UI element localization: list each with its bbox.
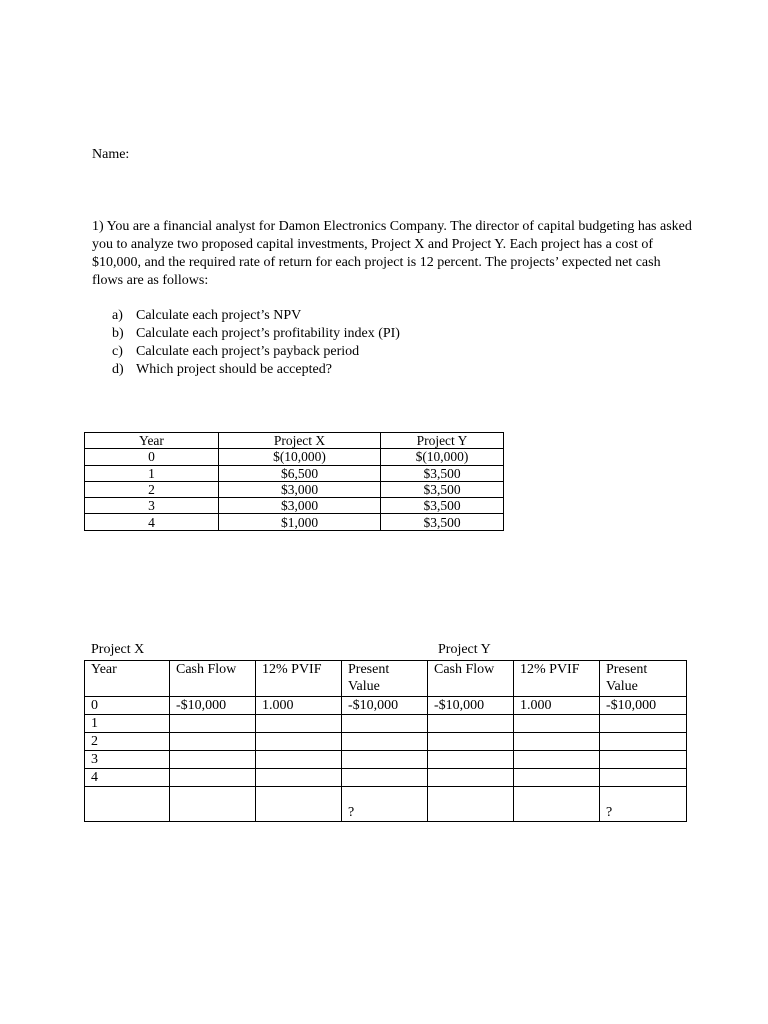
project-y-label: Project Y (438, 642, 491, 657)
cell-year: 0 (85, 449, 219, 465)
subquestion-list (112, 307, 400, 379)
cell-pvif-x (256, 715, 342, 733)
cell-present-value-x (342, 751, 428, 769)
table-total-row (85, 787, 687, 822)
cell-year: 3 (85, 498, 219, 514)
cell-cash-flow-x (170, 751, 256, 769)
table-header-row (85, 433, 504, 449)
cell-cash-flow-y (428, 733, 514, 751)
cell-cash-flow-x: -$10,000 (170, 697, 256, 715)
cell-year: 4 (85, 514, 219, 530)
header-pvif-y: 12% PVIF (514, 661, 600, 697)
present-value-table (84, 660, 687, 822)
header-present-value-x-line1: Present (348, 662, 390, 677)
question-text: 1) You are a financial analyst for Damon Electronics Company. The director of capital budgeting has asked you to analyze two proposed capital investments, Project X and Project Y. Each project has a cost of $10,000, and the required rate of return for each project is 12 percent. The projects’ expected net cash flows are as follows: (92, 219, 692, 288)
cell-cash-flow-y: -$10,000 (428, 697, 514, 715)
table-row (85, 697, 687, 715)
cell-pvif-y: 1.000 (514, 697, 600, 715)
cell-total-present-value-x: ? (342, 787, 428, 822)
cell-pvif-y (514, 769, 600, 787)
subquestion-text: Which project should be accepted? (136, 362, 332, 377)
cell-cash-flow-y (428, 751, 514, 769)
cell-project-x: $(10,000) (219, 449, 381, 465)
header-year: Year (85, 433, 219, 449)
header-cash-flow-x: Cash Flow (170, 661, 256, 697)
cell-year: 0 (85, 697, 170, 715)
cell-present-value-x (342, 769, 428, 787)
cell-total-year (85, 787, 170, 822)
cell-cash-flow-y (428, 715, 514, 733)
cell-cash-flow-x (170, 769, 256, 787)
cell-present-value-y (600, 769, 687, 787)
subquestion-text: Calculate each project’s payback period (136, 344, 360, 359)
cell-project-x: $3,000 (219, 481, 381, 497)
cell-project-x: $6,500 (219, 465, 381, 481)
cell-cash-flow-x (170, 715, 256, 733)
table-row (85, 514, 504, 530)
cell-project-x: $3,000 (219, 498, 381, 514)
header-project-y: Project Y (381, 433, 504, 449)
subquestion-letter: b) (112, 326, 124, 341)
cell-project-y: $(10,000) (381, 449, 504, 465)
subquestion-letter: a) (112, 308, 123, 323)
cell-year: 4 (85, 769, 170, 787)
cell-total-pvif-y (514, 787, 600, 822)
cell-present-value-y (600, 751, 687, 769)
cell-cash-flow-y (428, 769, 514, 787)
cell-year: 2 (85, 481, 219, 497)
header-present-value-y (600, 661, 687, 697)
header-present-value-x-line2: Value (348, 679, 380, 694)
cell-total-pvif-x (256, 787, 342, 822)
cell-year: 1 (85, 465, 219, 481)
cell-project-y: $3,500 (381, 514, 504, 530)
table-row (85, 481, 504, 497)
cell-total-cash-flow-y (428, 787, 514, 822)
header-present-value-y-line2: Value (606, 679, 638, 694)
cell-cash-flow-x (170, 733, 256, 751)
subquestion-item (112, 307, 400, 325)
cell-year: 3 (85, 751, 170, 769)
cell-pvif-y (514, 733, 600, 751)
cell-project-y: $3,500 (381, 498, 504, 514)
table-row (85, 751, 687, 769)
project-x-label: Project X (91, 642, 145, 657)
cell-total-present-value-y: ? (600, 787, 687, 822)
table-row (85, 465, 504, 481)
header-project-x: Project X (219, 433, 381, 449)
cell-pvif-x (256, 733, 342, 751)
subquestion-item (112, 343, 400, 361)
table-row (85, 498, 504, 514)
table-row (85, 715, 687, 733)
header-year: Year (85, 661, 170, 697)
cell-pvif-y (514, 715, 600, 733)
cell-present-value-y (600, 733, 687, 751)
cell-present-value-x: -$10,000 (342, 697, 428, 715)
name-label: Name: (92, 147, 130, 162)
subquestion-item (112, 361, 400, 379)
table-row (85, 769, 687, 787)
cell-pvif-y (514, 751, 600, 769)
subquestion-text: Calculate each project’s NPV (136, 308, 302, 323)
subquestion-text: Calculate each project’s profitability index (PI) (136, 326, 400, 341)
table-row (85, 449, 504, 465)
cell-pvif-x (256, 769, 342, 787)
cell-present-value-y: -$10,000 (600, 697, 687, 715)
cell-year: 1 (85, 715, 170, 733)
cell-present-value-x (342, 715, 428, 733)
header-present-value-x (342, 661, 428, 697)
header-pvif-x: 12% PVIF (256, 661, 342, 697)
table-header-row (85, 661, 687, 697)
header-present-value-y-line1: Present (606, 662, 648, 677)
cell-project-y: $3,500 (381, 465, 504, 481)
cell-total-cash-flow-x (170, 787, 256, 822)
header-cash-flow-y: Cash Flow (428, 661, 514, 697)
cell-present-value-y (600, 715, 687, 733)
table-row (85, 733, 687, 751)
subquestion-item (112, 325, 400, 343)
cell-pvif-x: 1.000 (256, 697, 342, 715)
subquestion-letter: c) (112, 344, 123, 359)
cell-project-x: $1,000 (219, 514, 381, 530)
subquestion-letter: d) (112, 362, 124, 377)
cell-present-value-x (342, 733, 428, 751)
cell-year: 2 (85, 733, 170, 751)
cell-pvif-x (256, 751, 342, 769)
cell-project-y: $3,500 (381, 481, 504, 497)
cash-flow-table (84, 432, 504, 531)
